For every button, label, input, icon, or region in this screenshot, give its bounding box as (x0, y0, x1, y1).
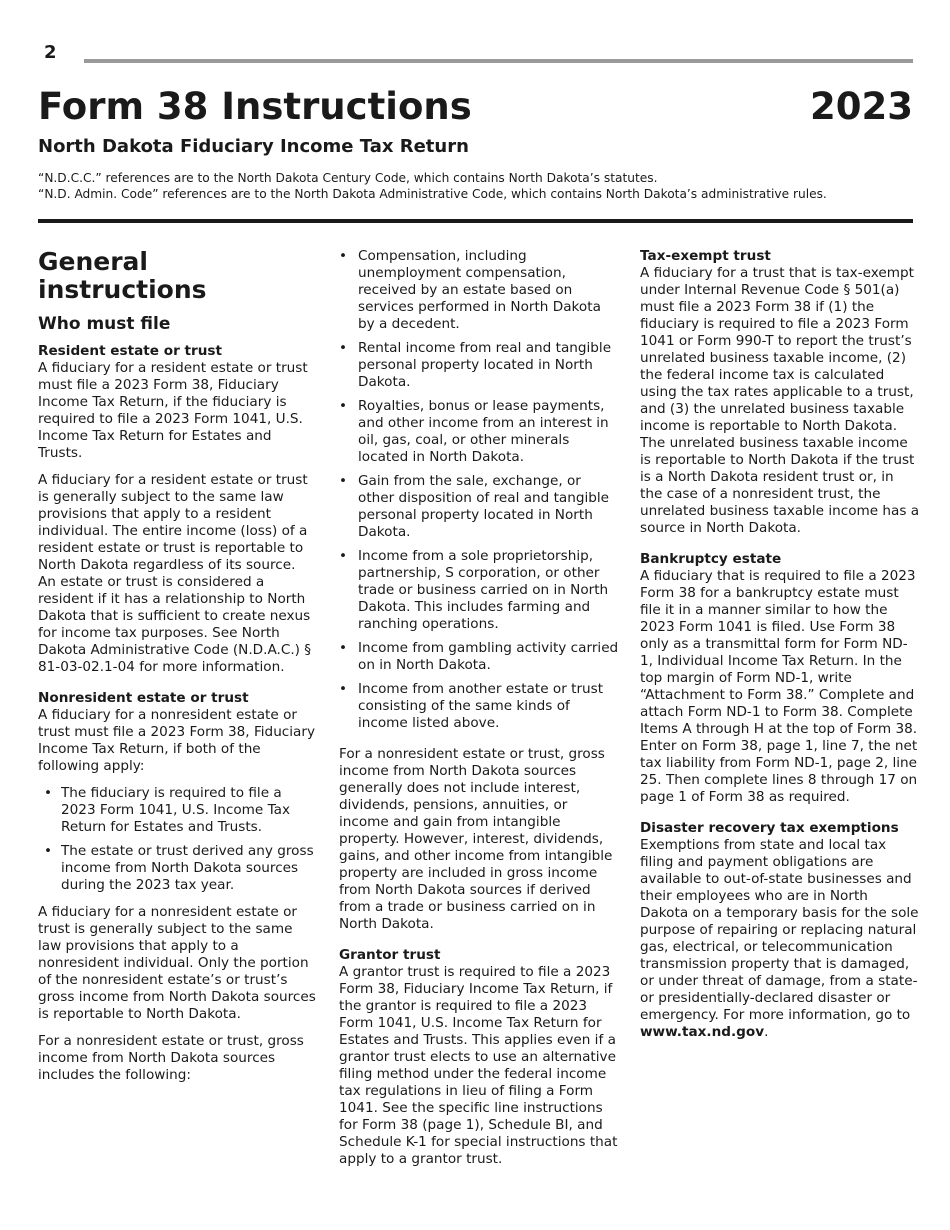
nonresident-paragraph-4: For a nonresident estate or trust, gross income from North Dakota sources generally does not include interest, dividends, pensions, annuities, or income and gain from intangible property. However, interest, dividends, gains, and other income from intangible property are included in gross income from North Dakota sources if derived from a trade or business carried on in North Dakota. (339, 746, 613, 932)
who-must-file-heading: Who must file (38, 314, 171, 334)
bullet-icon: • (44, 785, 53, 801)
column-1 (38, 248, 316, 1094)
list-item: • The fiduciary is required to file a 2023 Form 1041, U.S. Income Tax Return for Estates and Trusts. (44, 785, 291, 835)
page-title: Form 38 Instructions (38, 85, 472, 128)
grantor-section (339, 947, 620, 1168)
resident-paragraph-2: A fiduciary for a resident estate or trust is generally subject to the same law provisions that apply to a resident individual. The entire income (loss) of a resident estate or trust is reportable to North Dakota regardless of its source. An estate or trust is considered a resident if it has a relationship to North Dakota that is sufficient to create nexus for income tax purposes. See North Dakota Administrative Code (N.D.A.C.) § 81-03-02.1-04 for more information. (38, 472, 312, 675)
grantor-heading: Grantor trust (339, 947, 441, 963)
nd-admin-code-note: “N.D. Admin. Code” references are to the North Dakota Administrative Code, which contains North Dakota’s administrative rules. (38, 187, 827, 201)
tax-exempt-heading: Tax-exempt trust (640, 248, 771, 264)
bullet-icon: • (339, 640, 348, 656)
list-item: • Income from another estate or trust consisting of the same kinds of income listed above. (339, 681, 604, 731)
bullet-icon: • (339, 473, 348, 489)
tax-exempt-paragraph: A fiduciary for a trust that is tax-exempt under Internal Revenue Code § 501(a) must file a 2023 Form 38 if (1) the fiduciary is required to file a 2023 Form 1041 or Form 990-T to report the trust’s unrelated business taxable income, (2) the federal income tax is calculated using the tax rates applicable to a trust, and (3) the unrelated business taxable income is reportable to North Dakota. The unrelated business taxable income is reportable to North Dakota if the trust is a North Dakota resident trust or, in the case of a nonresident trust, the unrelated business taxable income has a source in North Dakota. (640, 265, 920, 536)
bullet-icon: • (44, 843, 53, 859)
page-subtitle: North Dakota Fiduciary Income Tax Return (38, 136, 469, 157)
grantor-paragraph: A grantor trust is required to file a 2023 Form 38, Fiduciary Income Tax Return, if the grantor is required to file a 2023 Form 1041, U.S. Income Tax Return for Estates and Trusts. This applies even if a grantor trust elects to use an alternative filing method under the federal income tax regulations in lieu of filing a Form 1041. See the specific line instructions for Form 38 (page 1), Schedule BI, and Schedule K-1 for special instructions that apply to a grantor trust. (339, 964, 618, 1167)
tax-exempt-section (640, 248, 920, 537)
list-item: • Income from gambling activity carried on in North Dakota. (339, 640, 619, 673)
disaster-heading: Disaster recovery tax exemptions (640, 820, 899, 836)
resident-heading: Resident estate or trust (38, 343, 222, 359)
bullet-icon: • (339, 340, 348, 356)
nonresident-heading: Nonresident estate or trust (38, 690, 249, 706)
bankruptcy-heading: Bankruptcy estate (640, 551, 782, 567)
nonresident-conditions-list (38, 785, 316, 894)
list-item: • Gain from the sale, exchange, or other disposition of real and tangible personal property located in North Dakota. (339, 473, 610, 540)
disaster-paragraph: Exemptions from state and local tax filing and payment obligations are available to out-of-state businesses and their employees who are in North Dakota on a temporary basis for the sole purpose of repairing or replacing natural gas, electrical, or telecommunication transmission property that is damaged, or under threat of damage, from a state- or presidentially-declared disaster or emergency. For more information, go to (640, 837, 919, 1023)
top-divider (84, 59, 913, 63)
list-item: • Income from a sole proprietorship, partnership, S corporation, or other trade or business carried on in North Dakota. This includes farming and ranching operations. (339, 548, 609, 632)
nonresident-paragraph-2: A fiduciary for a nonresident estate or trust is generally subject to the same law provisions that apply to a nonresident individual. Only the portion of the nonresident estate’s or trust’s gross income from North Dakota sources is reportable to North Dakota. (38, 904, 316, 1022)
bullet-icon: • (339, 248, 348, 264)
nd-source-income-list (339, 248, 620, 732)
column-3 (640, 248, 920, 1051)
tax-year: 2023 (810, 85, 913, 128)
resident-section (38, 343, 316, 462)
reference-notes (38, 170, 913, 202)
column-2 (339, 248, 620, 1178)
bankruptcy-section (640, 551, 920, 806)
list-item: • Royalties, bonus or lease payments, and other income from an interest in oil, gas, coal, or other minerals located in North Dakota. (339, 398, 609, 465)
bullet-icon: • (339, 548, 348, 564)
list-item: • Rental income from real and tangible personal property located in North Dakota. (339, 340, 612, 390)
list-item: • The estate or trust derived any gross income from North Dakota sources during the 2023 tax year. (44, 843, 314, 893)
bullet-icon: • (339, 398, 348, 414)
nonresident-paragraph-1: A fiduciary for a nonresident estate or trust must file a 2023 Form 38, Fiduciary Income Tax Return, if both of the following apply: (38, 707, 316, 774)
resident-paragraph-1: A fiduciary for a resident estate or trust must file a 2023 Form 38, Fiduciary Income Tax Return, if the fiduciary is required to file a 2023 Form 1041, U.S. Income Tax Return for Estates and Trusts. (38, 360, 308, 461)
bullet-icon: • (339, 681, 348, 697)
list-item: • Compensation, including unemployment compensation, received by an estate based on services performed in North Dakota by a decedent. (339, 248, 601, 332)
general-instructions-heading: General instructions (38, 247, 207, 304)
disaster-paragraph-end: . (764, 1024, 769, 1040)
disaster-section (640, 820, 920, 1041)
bankruptcy-paragraph: A fiduciary that is required to file a 2023 Form 38 for a bankruptcy estate must file it in a manner similar to how the 2023 Form 1041 is filed. Use Form 38 only as a transmittal form for Form ND-1, Individual Income Tax Return. In the top margin of Form ND-1, write “Attachment to Form 38.” Complete and attach Form ND-1 to Form 38. Complete Items A through H at the top of Form 38. Enter on Form 38, page 1, line 7, the net tax liability from Form ND-1, page 2, line 25. Then complete lines 8 through 17 on page 1 of Form 38 as required. (640, 568, 918, 805)
nonresident-section (38, 690, 316, 775)
ndcc-note: “N.D.C.C.” references are to the North Dakota Century Code, which contains North Dakota’s statutes. (38, 171, 658, 185)
tax-website-link[interactable]: www.tax.nd.gov (640, 1024, 765, 1040)
nonresident-paragraph-3: For a nonresident estate or trust, gross income from North Dakota sources includes the following: (38, 1033, 304, 1083)
page-number: 2 (44, 42, 57, 63)
header-divider (38, 219, 913, 223)
